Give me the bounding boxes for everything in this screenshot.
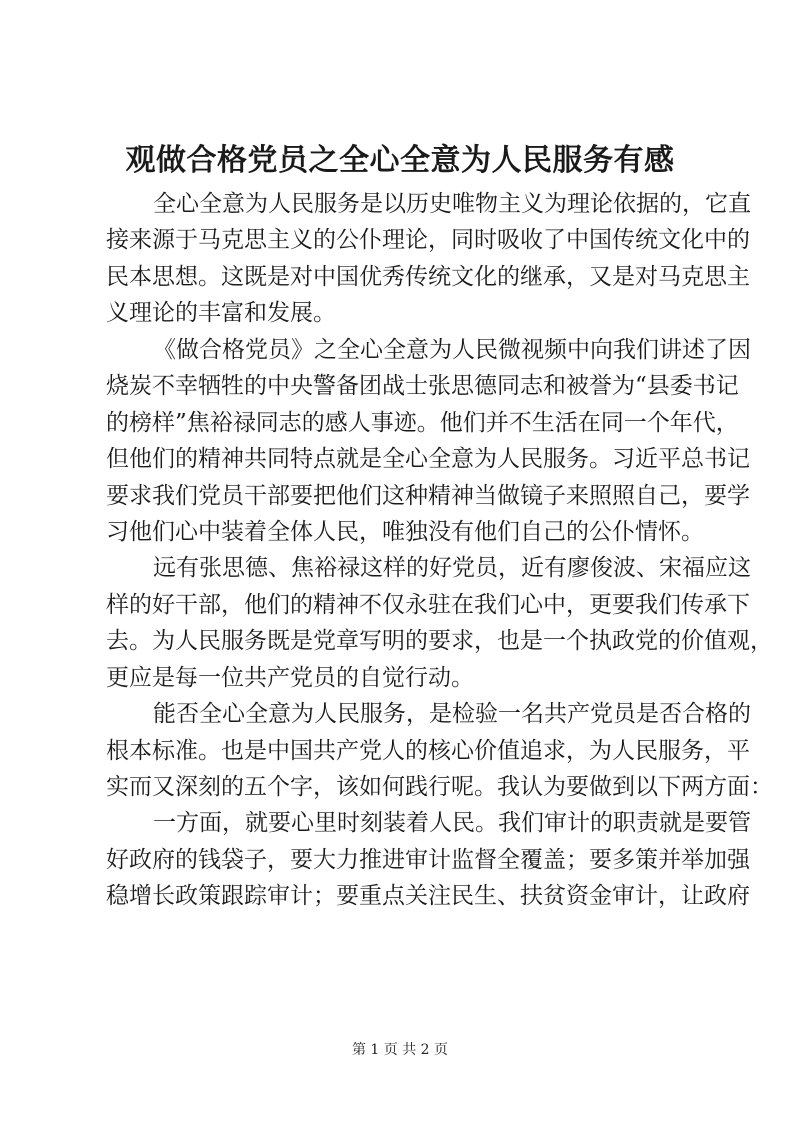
paragraph-3-line-2: 样的好干部，他们的精神不仅永驻在我们心中，更要我们传承下 [106,591,750,618]
document-title: 观做合格党员之全心全意为人民服务有感 [125,143,675,178]
paragraph-3-line-4: 更应是每一位共产党员的自觉行动。 [106,664,474,691]
paragraph-1-line-1: 全心全意为人民服务是以历史唯物主义为理论依据的，它直 [153,191,751,217]
paragraph-2-line-1: 《做合格党员》之全心全意为人民微视频中向我们讲述了因 [153,336,751,363]
paragraph-3-line-3: 去。为人民服务既是党章写明的要求，也是一个执政党的价值观， [106,628,773,655]
paragraph-4-line-3: 实而又深刻的五个字，该如何践行呢。我认为要做到以下两方面： [106,774,773,800]
paragraph-4-line-1: 能否全心全意为人民服务，是检验一名共产党员是否合格的 [153,701,751,728]
page-number-footer: 第 1 页 共 2 页 [351,1042,449,1058]
paragraph-2-line-6: 习他们心中装着全体人民，唯独没有他们自己的公仆情怀。 [106,518,704,545]
paragraph-1-line-2: 接来源于马克思主义的公仆理论，同时吸收了中国传统文化中的 [106,227,750,254]
paragraph-2-line-4: 但他们的精神共同特点就是全心全意为人民服务。习近平总书记 [106,446,750,473]
paragraph-2-line-3: 的榜样”焦裕禄同志的感人事迹。他们并不生活在同一个年代， [106,409,739,436]
document-body [106,186,773,915]
paragraph-5-line-3: 稳增长政策跟踪审计；要重点关注民生、扶贫资金审计，让政府 [106,883,750,910]
paragraph-3-line-1: 远有张思德、焦裕禄这样的好党员，近有廖俊波、宋福应这 [153,555,751,582]
paragraph-5-line-2: 好政府的钱袋子，要大力推进审计监督全覆盖；要多策并举加强 [106,846,750,873]
paragraph-2-line-5: 要求我们党员干部要把他们这种精神当做镜子来照照自己，要学 [106,482,750,509]
paragraph-2-line-2: 烧炭不幸牺牲的中央警备团战士张思德同志和被誉为“县委书记 [106,373,739,400]
paragraph-4-line-2: 根本标准。也是中国共产党人的核心价值追求，为人民服务，平 [106,737,750,764]
paragraph-1-line-4: 义理论的丰富和发展。 [106,300,336,327]
paragraph-1-line-3: 民本思想。这既是对中国优秀传统文化的继承，又是对马克思主 [106,263,750,290]
paragraph-5-line-1: 一方面，就要心里时刻装着人民。我们审计的职责就是要管 [153,810,751,837]
